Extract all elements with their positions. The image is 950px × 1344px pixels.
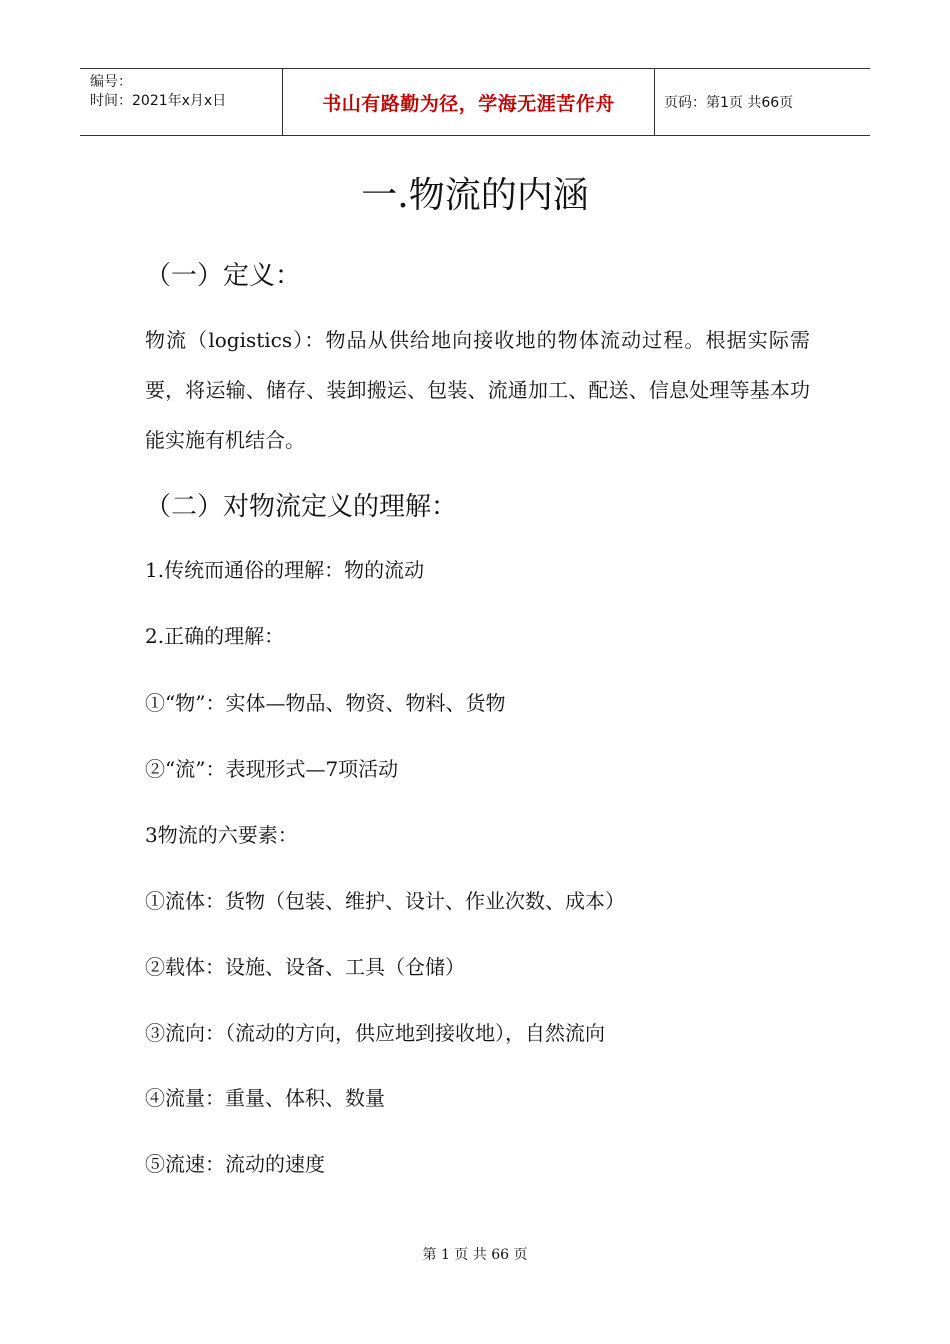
header-motto-cell [282, 69, 655, 135]
page-info: 页码：第1页 共66页 [664, 95, 794, 111]
list-item: 1.传统而通俗的理解：物的流动 [145, 558, 425, 582]
section-heading-understanding: （二）对物流定义的理解： [145, 492, 458, 522]
page-header [80, 68, 870, 136]
list-item: ①流体：货物（包装、维护、设计、作业次数、成本） [145, 889, 625, 913]
header-meta-cell [80, 69, 282, 135]
header-page-cell [655, 69, 870, 135]
list-item: ④流量：重量、体积、数量 [145, 1086, 385, 1110]
list-item: ⑤流速：流动的速度 [145, 1152, 325, 1176]
list-item: ②“流”：表现形式—7项活动 [145, 757, 399, 781]
page-footer: 第 1 页 共 66 页 [422, 1247, 528, 1263]
definition-paragraph: 物流（logistics）：物品从供给地向接收地的物体流动过程。根据实际需要，将运输、储存、装卸搬运、包装、流通加工、配送、信息处理等基本功能实施有机结合。 [145, 328, 810, 452]
list-item: ②载体：设施、设备、工具（仓储） [145, 955, 465, 979]
section-heading-definition: （一）定义： [145, 261, 302, 291]
time-label: 时间：2021年x月x日 [90, 93, 227, 109]
document-title: 一.物流的内涵 [361, 175, 589, 216]
motto-text: 书山有路勤为径，学海无涯苦作舟 [322, 92, 615, 115]
list-item: ③流向：（流动的方向，供应地到接收地），自然流向 [145, 1021, 605, 1045]
number-label: 编号： [90, 74, 132, 90]
list-item: 2.正确的理解： [145, 624, 285, 648]
list-item: ①“物”：实体—物品、物资、物料、货物 [145, 691, 506, 715]
list-item: 3物流的六要素： [145, 823, 298, 847]
